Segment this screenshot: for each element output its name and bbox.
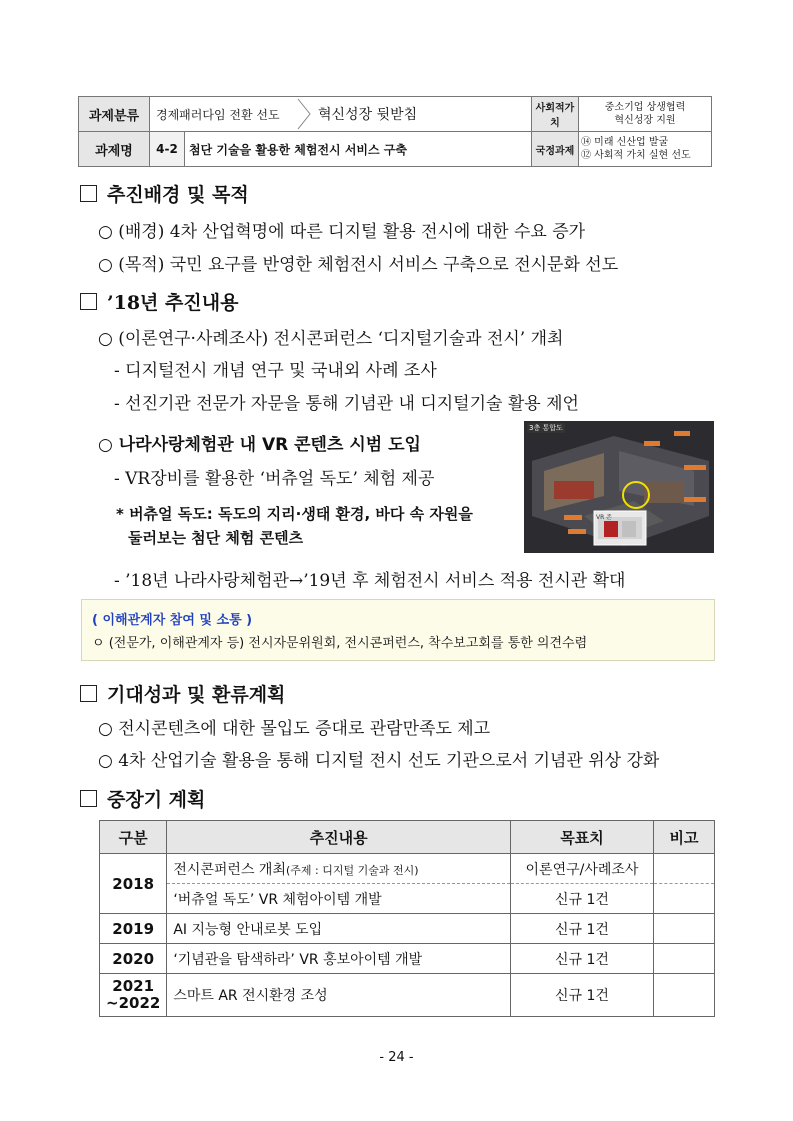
social-value-line2: 혁신성장 지원 xyxy=(614,115,676,126)
bullet-item: ○ (이론연구·사례조사) 전시콘퍼런스 ‘디지털기술과 전시’ 개최 xyxy=(98,329,564,349)
checkbox-square-icon xyxy=(80,685,97,702)
table-row xyxy=(100,854,715,884)
year-end: ~2022 xyxy=(106,994,161,1012)
section-title: 기대성과 및 환류계획 xyxy=(107,684,286,706)
long-term-plan-table xyxy=(99,820,715,1017)
column-header: 추진내용 xyxy=(167,821,511,854)
sub-item: - 선진기관 전문가 자문을 통해 기념관 내 디지털기술 활용 제언 xyxy=(114,394,579,414)
target-cell: 이론연구/사례조사 xyxy=(511,854,654,884)
table-row xyxy=(100,974,715,1017)
content-cell: 스마트 AR 전시환경 조성 xyxy=(167,974,511,1017)
section-title: ’18년 추진내용 xyxy=(107,292,239,314)
task-header-table xyxy=(78,96,712,167)
sub-item: - 디지털전시 개념 연구 및 국내외 사례 조사 xyxy=(114,361,437,381)
checkbox-square-icon xyxy=(80,185,97,202)
remark-cell xyxy=(654,884,715,914)
target-cell: 신규 1건 xyxy=(511,914,654,944)
bullet-item: ○ 전시콘텐츠에 대한 몰입도 증대로 관람만족도 제고 xyxy=(98,719,491,739)
social-value-label: 사회적가치 xyxy=(532,97,579,132)
page-number: - 24 - xyxy=(379,1050,414,1065)
stakeholder-title: ( 이해관계자 참여 및 소통 ) xyxy=(92,613,253,628)
section-title: 추진배경 및 목적 xyxy=(107,184,249,206)
content-note: (주제 : 디지털 기술과 전시) xyxy=(285,863,419,877)
national-task-line1: ⑭ 미래 신산업 발굴 xyxy=(581,137,669,148)
sub-item: - VR장비를 활용한 ‘버츄얼 독도’ 체험 제공 xyxy=(114,469,435,489)
chevron-right-icon xyxy=(296,97,312,131)
footnote: * 버츄얼 독도: 독도의 지리·생태 환경, 바다 속 자원을 xyxy=(116,505,473,523)
stakeholder-box xyxy=(81,599,715,661)
bullet-item: ○ 나라사랑체험관 내 VR 콘텐츠 시범 도입 xyxy=(98,435,421,455)
content-text: 전시콘퍼런스 개최 xyxy=(173,861,286,878)
content-cell: ‘버츄얼 독도’ VR 체험아이템 개발 xyxy=(167,884,511,914)
national-task-label: 국정과제 xyxy=(532,132,579,167)
year-cell: 2020 xyxy=(100,944,167,974)
category-sub: 혁신성장 뒷받침 xyxy=(318,107,418,123)
content-cell xyxy=(167,854,511,884)
category-label: 과제분류 xyxy=(79,97,150,132)
column-header: 구분 xyxy=(100,821,167,854)
year-start: 2021 xyxy=(112,977,155,995)
task-code: 4-2 xyxy=(150,132,185,167)
content-cell: AI 지능형 안내로봇 도입 xyxy=(167,914,511,944)
section-title: 중장기 계획 xyxy=(107,789,206,811)
category-main: 경제패러다임 전환 선도 xyxy=(156,107,280,122)
national-task-cell xyxy=(579,132,712,167)
section-heading xyxy=(80,785,205,812)
bullet-item: ○ (배경) 4차 산업혁명에 따른 디지털 활용 전시에 대한 수요 증가 xyxy=(98,222,586,242)
table-row xyxy=(100,884,715,914)
section-heading xyxy=(80,180,249,207)
footnote: 둘러보는 첨단 체험 콘텐츠 xyxy=(128,529,304,547)
photo-inset-label: VR 존 xyxy=(596,514,612,521)
category-cell xyxy=(150,97,532,132)
section-heading xyxy=(80,680,285,707)
year-cell: 2018 xyxy=(100,854,167,914)
sub-item: - ’18년 나라사랑체험관→’19년 후 체험전시 서비스 적용 전시관 확대 xyxy=(114,571,626,591)
remark-cell xyxy=(654,854,715,884)
year-cell xyxy=(100,974,167,1017)
target-cell: 신규 1건 xyxy=(511,884,654,914)
content-cell: ‘기념관을 탐색하라’ VR 홍보아이템 개발 xyxy=(167,944,511,974)
remark-cell xyxy=(654,914,715,944)
remark-cell xyxy=(654,974,715,1017)
table-row xyxy=(100,914,715,944)
exhibition-floor-plan-image xyxy=(524,421,714,553)
target-cell: 신규 1건 xyxy=(511,944,654,974)
section-heading xyxy=(80,288,238,315)
table-row xyxy=(100,944,715,974)
checkbox-square-icon xyxy=(80,790,97,807)
remark-cell xyxy=(654,944,715,974)
task-label: 과제명 xyxy=(79,132,150,167)
target-cell: 신규 1건 xyxy=(511,974,654,1017)
column-header: 목표치 xyxy=(511,821,654,854)
social-value-cell xyxy=(579,97,712,132)
task-title: 첨단 기술을 활용한 체험전시 서비스 구축 xyxy=(185,132,532,167)
table-header-row xyxy=(100,821,715,854)
photo-label: 3층 통합도 xyxy=(529,424,563,432)
social-value-line1: 중소기업 상생협력 xyxy=(604,102,686,113)
checkbox-square-icon xyxy=(80,293,97,310)
floor-plan-illustration xyxy=(524,421,714,553)
bullet-item: ○ 4차 산업기술 활용을 통해 디지털 전시 선도 기관으로서 기념관 위상 강화 xyxy=(98,751,660,771)
column-header: 비고 xyxy=(654,821,715,854)
bullet-item: ○ (목적) 국민 요구를 반영한 체험전시 서비스 구축으로 전시문화 선도 xyxy=(98,255,619,275)
national-task-line2: ⑫ 사회적 가치 실현 선도 xyxy=(581,150,691,161)
stakeholder-body: ㅇ (전문가, 이해관계자 등) 전시자문위원회, 전시콘퍼런스, 착수보고회를 통한 의견수렴 xyxy=(92,636,588,651)
year-cell: 2019 xyxy=(100,914,167,944)
